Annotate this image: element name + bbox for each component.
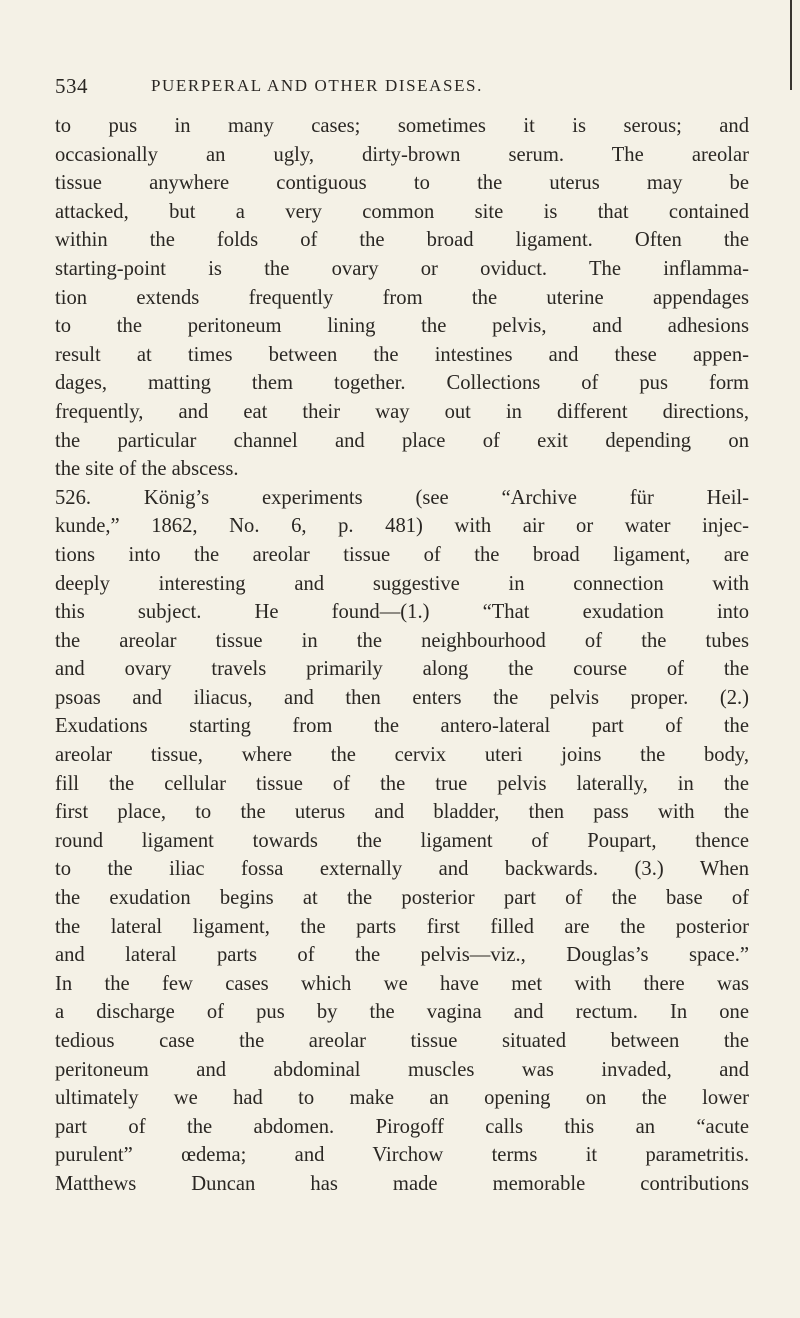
running-title: PUERPERAL AND OTHER DISEASES. (151, 76, 483, 95)
text-line: In the few cases which we have met with there was (55, 972, 749, 995)
text-line: to the iliac fossa externally and backwards. (3.) When (55, 858, 749, 881)
text-line: kunde,” 1862, No. 6, p. 481) with air or water injec- (55, 515, 749, 538)
text-line: attacked, but a very common site is that contained (55, 200, 749, 223)
text-line: Matthews Duncan has made memorable contributions (55, 1172, 749, 1195)
text-line: 526. König’s experiments (see “Archive für Heil- (55, 486, 749, 509)
text-line: and ovary travels primarily along the course of the (55, 658, 749, 681)
text-line: to the peritoneum lining the pelvis, and adhesions (55, 315, 749, 338)
text-line: tedious case the areolar tissue situated between the (55, 1030, 749, 1052)
text-line: the site of the abscess. (55, 458, 239, 481)
text-line: round ligament towards the ligament of Poupart, thence (55, 829, 749, 852)
text-line: a discharge of pus by the vagina and rectum. In one (55, 1001, 749, 1024)
text-line: first place, to the uterus and bladder, then pass with the (55, 801, 749, 824)
text-line: starting-point is the ovary or oviduct. The inflamma- (55, 257, 749, 280)
text-line: part of the abdomen. Pirogoff calls this an “acute (55, 1115, 749, 1138)
text-line: tissue anywhere contiguous to the uterus may be (55, 172, 749, 195)
body-text (55, 112, 749, 1199)
text-line: within the folds of the broad ligament. Often the (55, 229, 749, 252)
text-line: purulent” œdema; and Virchow terms it parametritis. (55, 1144, 749, 1167)
text-line: dages, matting them together. Collections of pus form (55, 372, 749, 395)
text-line: tion extends frequently from the uterine appendages (55, 286, 749, 309)
text-line: areolar tissue, where the cervix uteri joins the body, (55, 744, 749, 767)
text-line: the areolar tissue in the neighbourhood of the tubes (55, 629, 749, 652)
text-line: psoas and iliacus, and then enters the pelvis proper. (2.) (55, 686, 749, 709)
text-line: result at times between the intestines and these appen- (55, 343, 749, 366)
text-line: and lateral parts of the pelvis—viz., Douglas’s space.” (55, 944, 749, 967)
text-line: the particular channel and place of exit depending on (55, 429, 749, 452)
text-line: deeply interesting and suggestive in connection with (55, 572, 749, 595)
page-number: 534 (55, 74, 88, 98)
text-line: fill the cellular tissue of the true pelvis laterally, in the (55, 772, 749, 795)
text-line: Exudations starting from the antero-lateral part of the (55, 715, 749, 738)
text-line: the exudation begins at the posterior part of the base of (55, 887, 749, 910)
text-line: frequently, and eat their way out in different directions, (55, 400, 749, 423)
text-line: ultimately we had to make an opening on the lower (55, 1087, 749, 1110)
text-line: tions into the areolar tissue of the broad ligament, are (55, 543, 749, 566)
text-line: peritoneum and abdominal muscles was invaded, and (55, 1058, 749, 1081)
text-line: the lateral ligament, the parts first filled are the posterior (55, 915, 749, 938)
page-edge-shadow (790, 0, 792, 90)
text-line: this subject. He found—(1.) “That exudation into (55, 601, 749, 624)
text-line: occasionally an ugly, dirty-brown serum. The areolar (55, 143, 749, 166)
text-line: to pus in many cases; sometimes it is serous; and (55, 115, 749, 137)
page-header (55, 74, 745, 100)
